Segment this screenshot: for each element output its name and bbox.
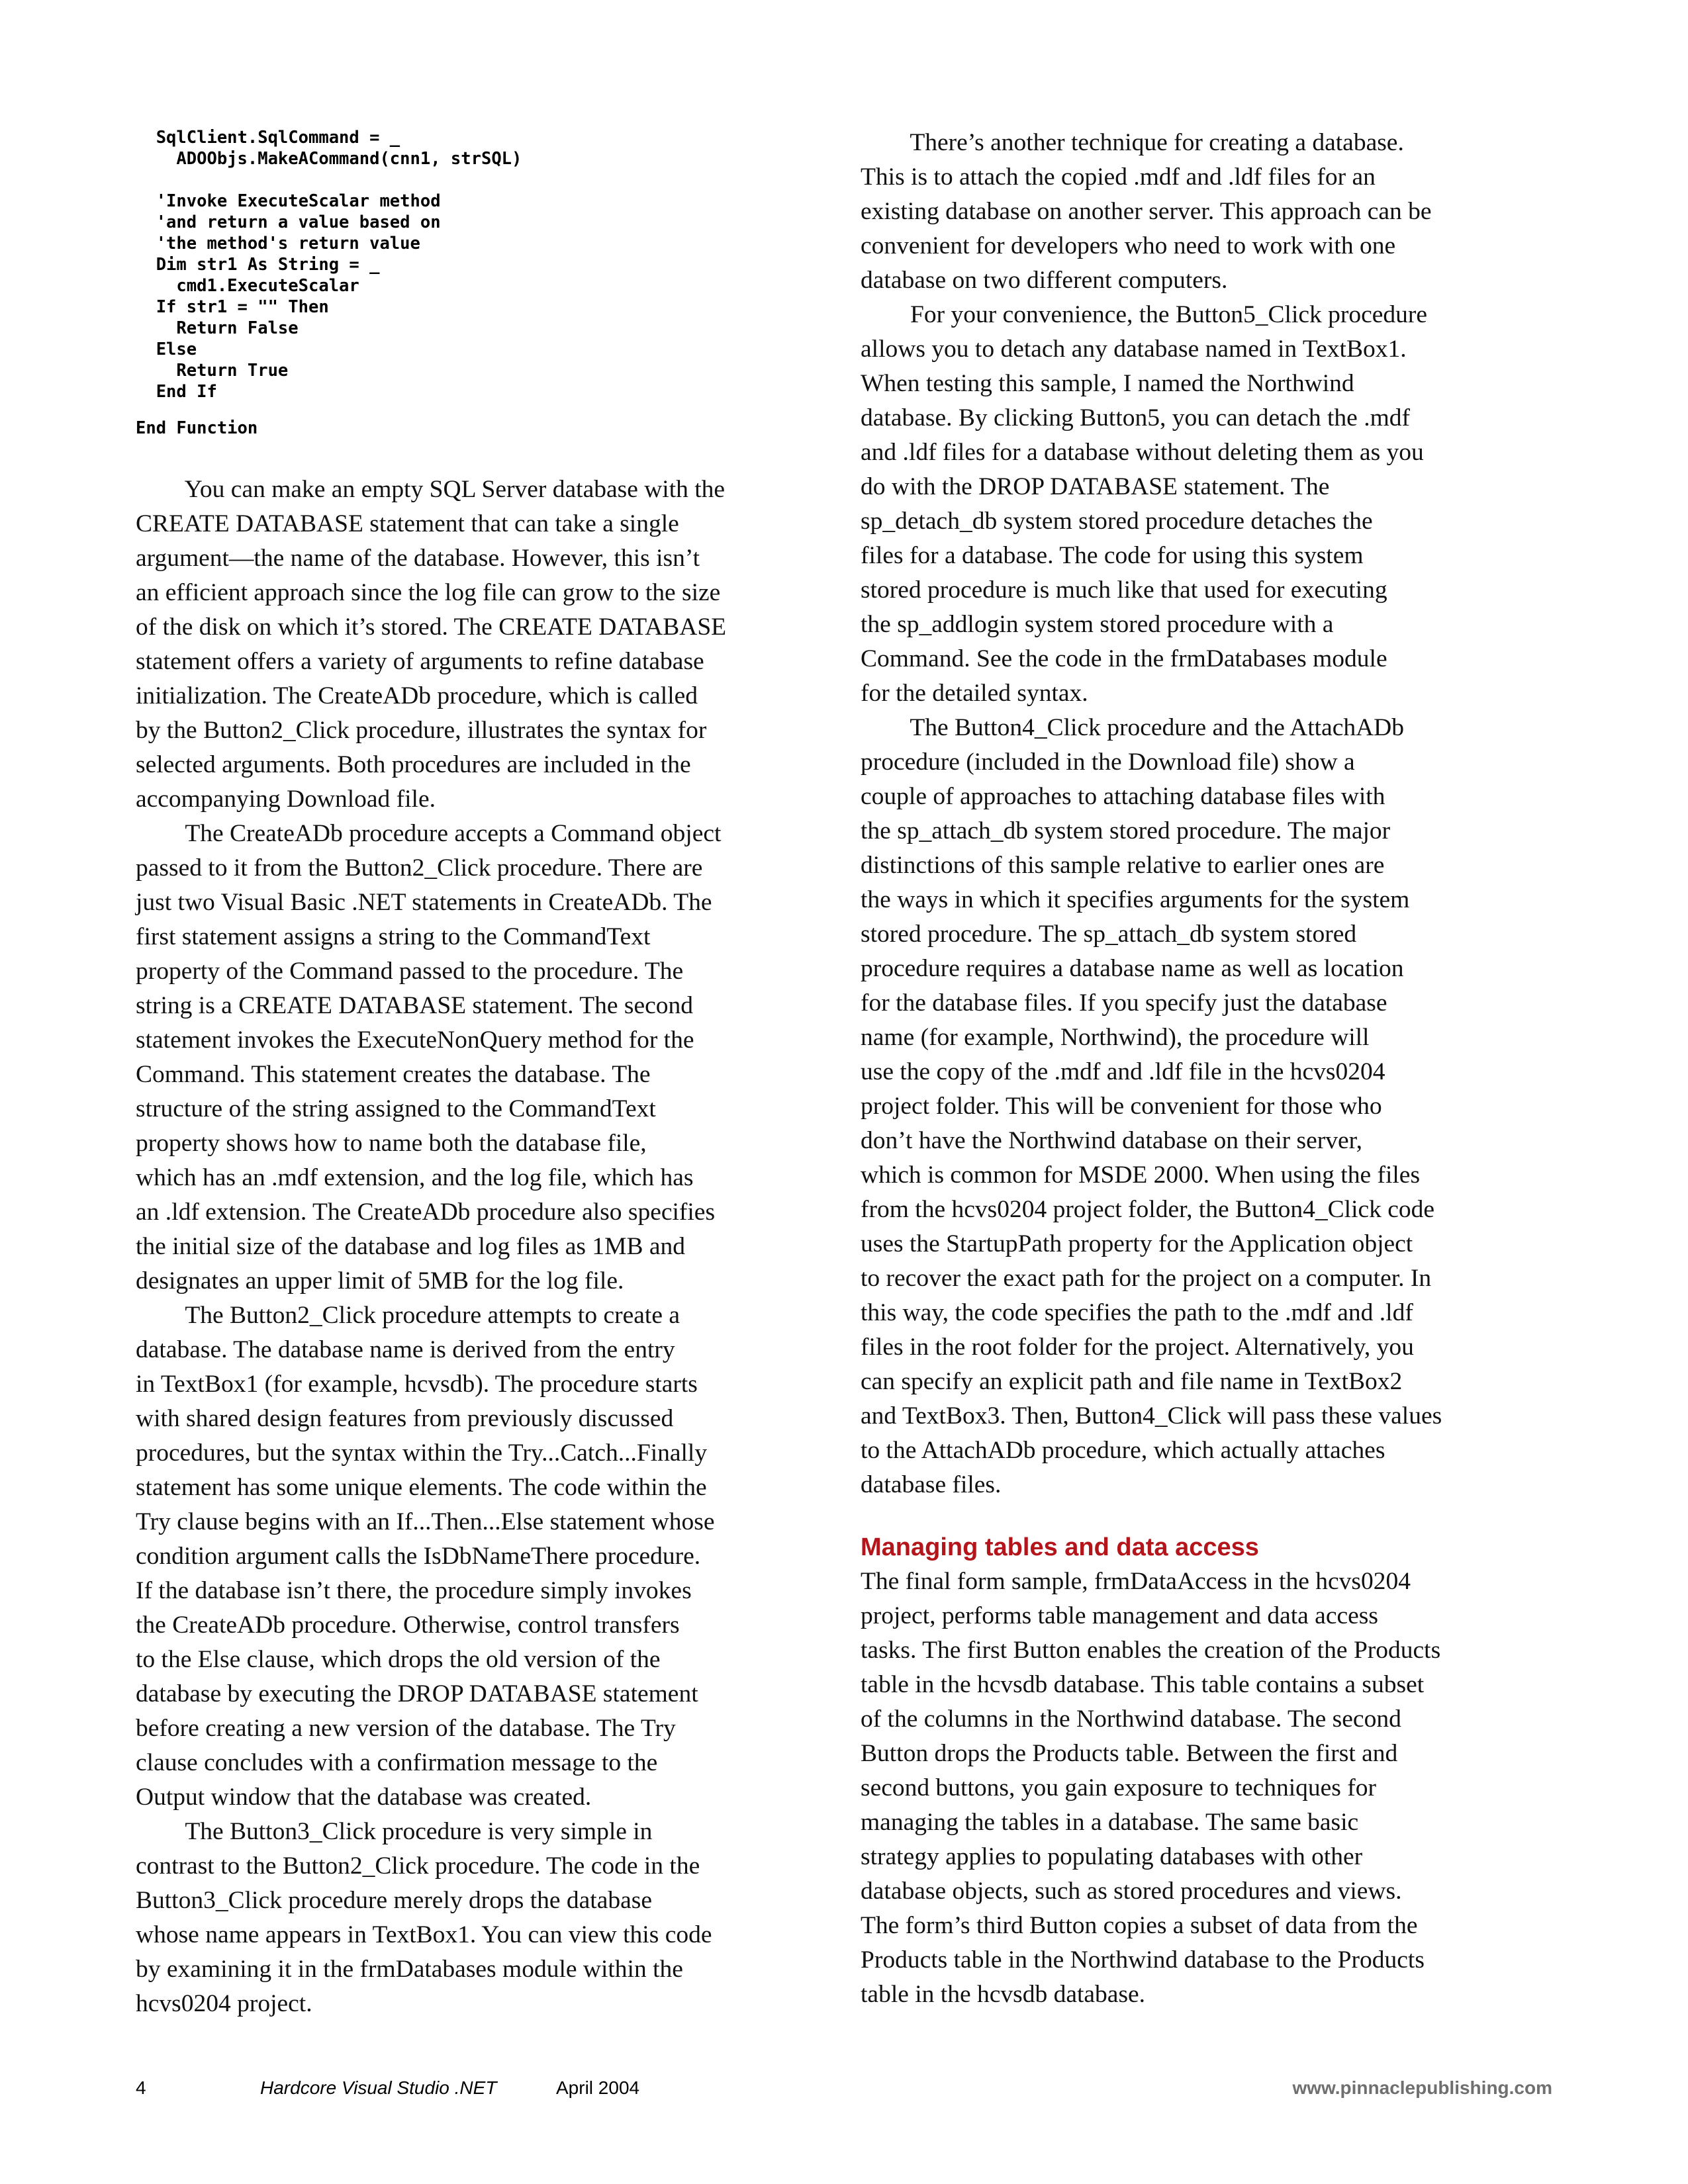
text-line: existing database on another server. This approach can be [861,198,1432,225]
text-line: the sp_addlogin system stored procedure with a [861,611,1334,638]
text-line: passed to it from the Button2_Click procedure. There are [136,854,703,882]
text-line: database objects, such as stored procedures and views. [861,1878,1402,1905]
text-line: which is common for MSDE 2000. When using the files [861,1161,1421,1189]
text-line: procedure (included in the Download file) show a [861,749,1355,776]
text-line: the ways in which it specifies arguments for the system [861,886,1410,913]
section-paragraph [861,1565,1442,2012]
text-line: Products table in the Northwind database to the Products [861,1946,1425,1974]
text-line: hcvs0204 project. [136,1990,312,2017]
text-line: There’s another technique for creating a database. [861,129,1404,156]
text-line: for the database files. If you specify just the database [861,989,1387,1017]
text-line: sp_detach_db system stored procedure detaches the [861,508,1373,535]
text-line: You can make an empty SQL Server database with the [136,476,726,503]
text-line: and .ldf files for a database without deleting them as you [861,439,1424,466]
text-line: The Button4_Click procedure and the AttachADb [861,714,1405,741]
text-line: by examining it in the frmDatabases module within the [136,1956,683,1983]
text-line: This is to attach the copied .mdf and .ldf files for an [861,163,1376,191]
text-line: database on two different computers. [861,267,1228,294]
code-listing: SqlClient.SqlCommand = _ ADOObjs.MakeACommand(cnn1, strSQL) 'Invoke ExecuteScalar method 'and return a value based on 'the method's return value Dim str1 As String = _ cmd1.ExecuteScalar If str1 = "" Then Return False Else Return True End If [156,128,522,402]
text-line: Output window that the database was created. [136,1784,592,1811]
text-line: table in the hcvsdb database. This table contains a subset [861,1671,1425,1698]
text-line: couple of approaches to attaching database files with [861,783,1385,810]
text-line: which has an .mdf extension, and the log file, which has [136,1164,694,1191]
text-line: the CreateADb procedure. Otherwise, control transfers [136,1612,680,1639]
text-line: distinctions of this sample relative to earlier ones are [861,852,1385,879]
text-line: in TextBox1 (for example, hcvsdb). The procedure starts [136,1371,698,1398]
text-line: allows you to detach any database named in TextBox1. [861,336,1407,363]
text-line: statement has some unique elements. The code within the [136,1474,707,1501]
text-line: If the database isn’t there, the procedure simply invokes [136,1577,692,1604]
text-line: project, performs table management and data access [861,1602,1378,1629]
text-line: clause concludes with a confirmation message to the [136,1749,658,1776]
text-line: whose name appears in TextBox1. You can view this code [136,1921,712,1948]
text-line: database. The database name is derived from the entry [136,1336,675,1363]
publication-title: Hardcore Visual Studio .NET [260,2077,497,2098]
section-heading: Managing tables and data access [861,1533,1259,1561]
text-line: Try clause begins with an If...Then...Else statement whose [136,1508,715,1535]
text-line: the initial size of the database and log files as 1MB and [136,1233,685,1260]
left-body-text [136,473,726,2021]
text-line: second buttons, you gain exposure to techniques for [861,1774,1377,1801]
text-line: files for a database. The code for using this system [861,542,1364,569]
text-line: to the AttachADb procedure, which actually attaches [861,1437,1385,1464]
text-line: to recover the exact path for the project on a computer. In [861,1265,1432,1292]
text-line: designates an upper limit of 5MB for the log file. [136,1267,624,1295]
text-line: convenient for developers who need to work with one [861,232,1396,259]
issue-date: April 2004 [556,2077,640,2098]
text-line: CREATE DATABASE statement that can take a single [136,510,679,537]
text-line: When testing this sample, I named the Northwind [861,370,1354,397]
text-line: the sp_attach_db system stored procedure. The major [861,817,1391,844]
text-line: database files. [861,1471,1002,1498]
text-line: structure of the string assigned to the CommandText [136,1095,656,1122]
text-line: name (for example, Northwind), the procedure will [861,1024,1370,1051]
right-body-text [861,126,1442,2012]
text-line: just two Visual Basic .NET statements in CreateADb. The [136,889,712,916]
text-line: contrast to the Button2_Click procedure. The code in the [136,1852,700,1880]
right-paragraphs [861,126,1442,1502]
page-footer [136,2071,1552,2105]
text-line: initialization. The CreateADb procedure, which is called [136,682,698,709]
website-link: www.pinnaclepublishing.com [1292,2077,1552,2098]
text-line: strategy applies to populating databases with other [861,1843,1363,1870]
text-line: The form’s third Button copies a subset of data from the [861,1912,1418,1939]
text-line: before creating a new version of the database. The Try [136,1715,676,1742]
page-number: 4 [136,2077,146,2098]
text-line: Command. See the code in the frmDatabases module [861,645,1387,672]
text-line: and TextBox3. Then, Button4_Click will pass these values [861,1402,1442,1430]
text-line: selected arguments. Both procedures are included in the [136,751,691,778]
text-line: to the Else clause, which drops the old version of the [136,1646,661,1673]
text-line: with shared design features from previously discussed [136,1405,674,1432]
text-line: of the columns in the Northwind database. The second [861,1706,1401,1733]
text-line: don’t have the Northwind database on their server, [861,1127,1362,1154]
text-line: database. By clicking Button5, you can detach the .mdf [861,404,1410,432]
text-line: can specify an explicit path and file name in TextBox2 [861,1368,1403,1395]
text-line: database by executing the DROP DATABASE statement [136,1680,698,1707]
text-line: Button3_Click procedure merely drops the database [136,1887,652,1914]
text-line: For your convenience, the Button5_Click procedure [861,301,1428,328]
text-line: The Button2_Click procedure attempts to create a [136,1302,680,1329]
text-line: statement invokes the ExecuteNonQuery method for the [136,1026,694,1054]
text-line: an .ldf extension. The CreateADb procedure also specifies [136,1199,716,1226]
text-line: The CreateADb procedure accepts a Command object [136,820,722,847]
text-line: accompanying Download file. [136,786,436,813]
text-line: Command. This statement creates the database. The [136,1061,651,1088]
text-line: managing the tables in a database. The same basic [861,1809,1359,1836]
text-line: The Button3_Click procedure is very simple in [136,1818,653,1845]
text-line: stored procedure is much like that used for executing [861,576,1387,604]
text-line: from the hcvs0204 project folder, the Button4_Click code [861,1196,1435,1223]
text-line: project folder. This will be convenient for those who [861,1093,1382,1120]
text-line: first statement assigns a string to the CommandText [136,923,651,950]
text-line: condition argument calls the IsDbNameThere procedure. [136,1543,701,1570]
text-line: do with the DROP DATABASE statement. The [861,473,1330,500]
text-line: for the detailed syntax. [861,680,1088,707]
text-line: Button drops the Products table. Between the first and [861,1740,1398,1767]
text-line: of the disk on which it’s stored. The CREATE DATABASE [136,614,727,641]
text-line: property shows how to name both the database file, [136,1130,647,1157]
text-line: procedures, but the syntax within the Try...Catch...Finally [136,1439,708,1467]
text-line: files in the root folder for the project. Alternatively, you [861,1334,1414,1361]
text-line: by the Button2_Click procedure, illustrates the syntax for [136,717,707,744]
code-listing-end: End Function [136,418,258,438]
text-line: procedure requires a database name as well as location [861,955,1404,982]
text-line: an efficient approach since the log file can grow to the size [136,579,721,606]
text-line: tasks. The first Button enables the creation of the Products [861,1637,1441,1664]
text-line: string is a CREATE DATABASE statement. The second [136,992,694,1019]
text-line: this way, the code specifies the path to the .mdf and .ldf [861,1299,1413,1326]
text-line: use the copy of the .mdf and .ldf file in the hcvs0204 [861,1058,1385,1085]
text-line: uses the StartupPath property for the Application object [861,1230,1413,1257]
text-line: The final form sample, frmDataAccess in the hcvs0204 [861,1568,1411,1595]
text-line: stored procedure. The sp_attach_db system stored [861,921,1357,948]
text-line: property of the Command passed to the procedure. The [136,958,684,985]
text-line: argument—the name of the database. However, this isn’t [136,545,700,572]
text-line: table in the hcvsdb database. [861,1981,1146,2008]
text-line: statement offers a variety of arguments to refine database [136,648,704,675]
